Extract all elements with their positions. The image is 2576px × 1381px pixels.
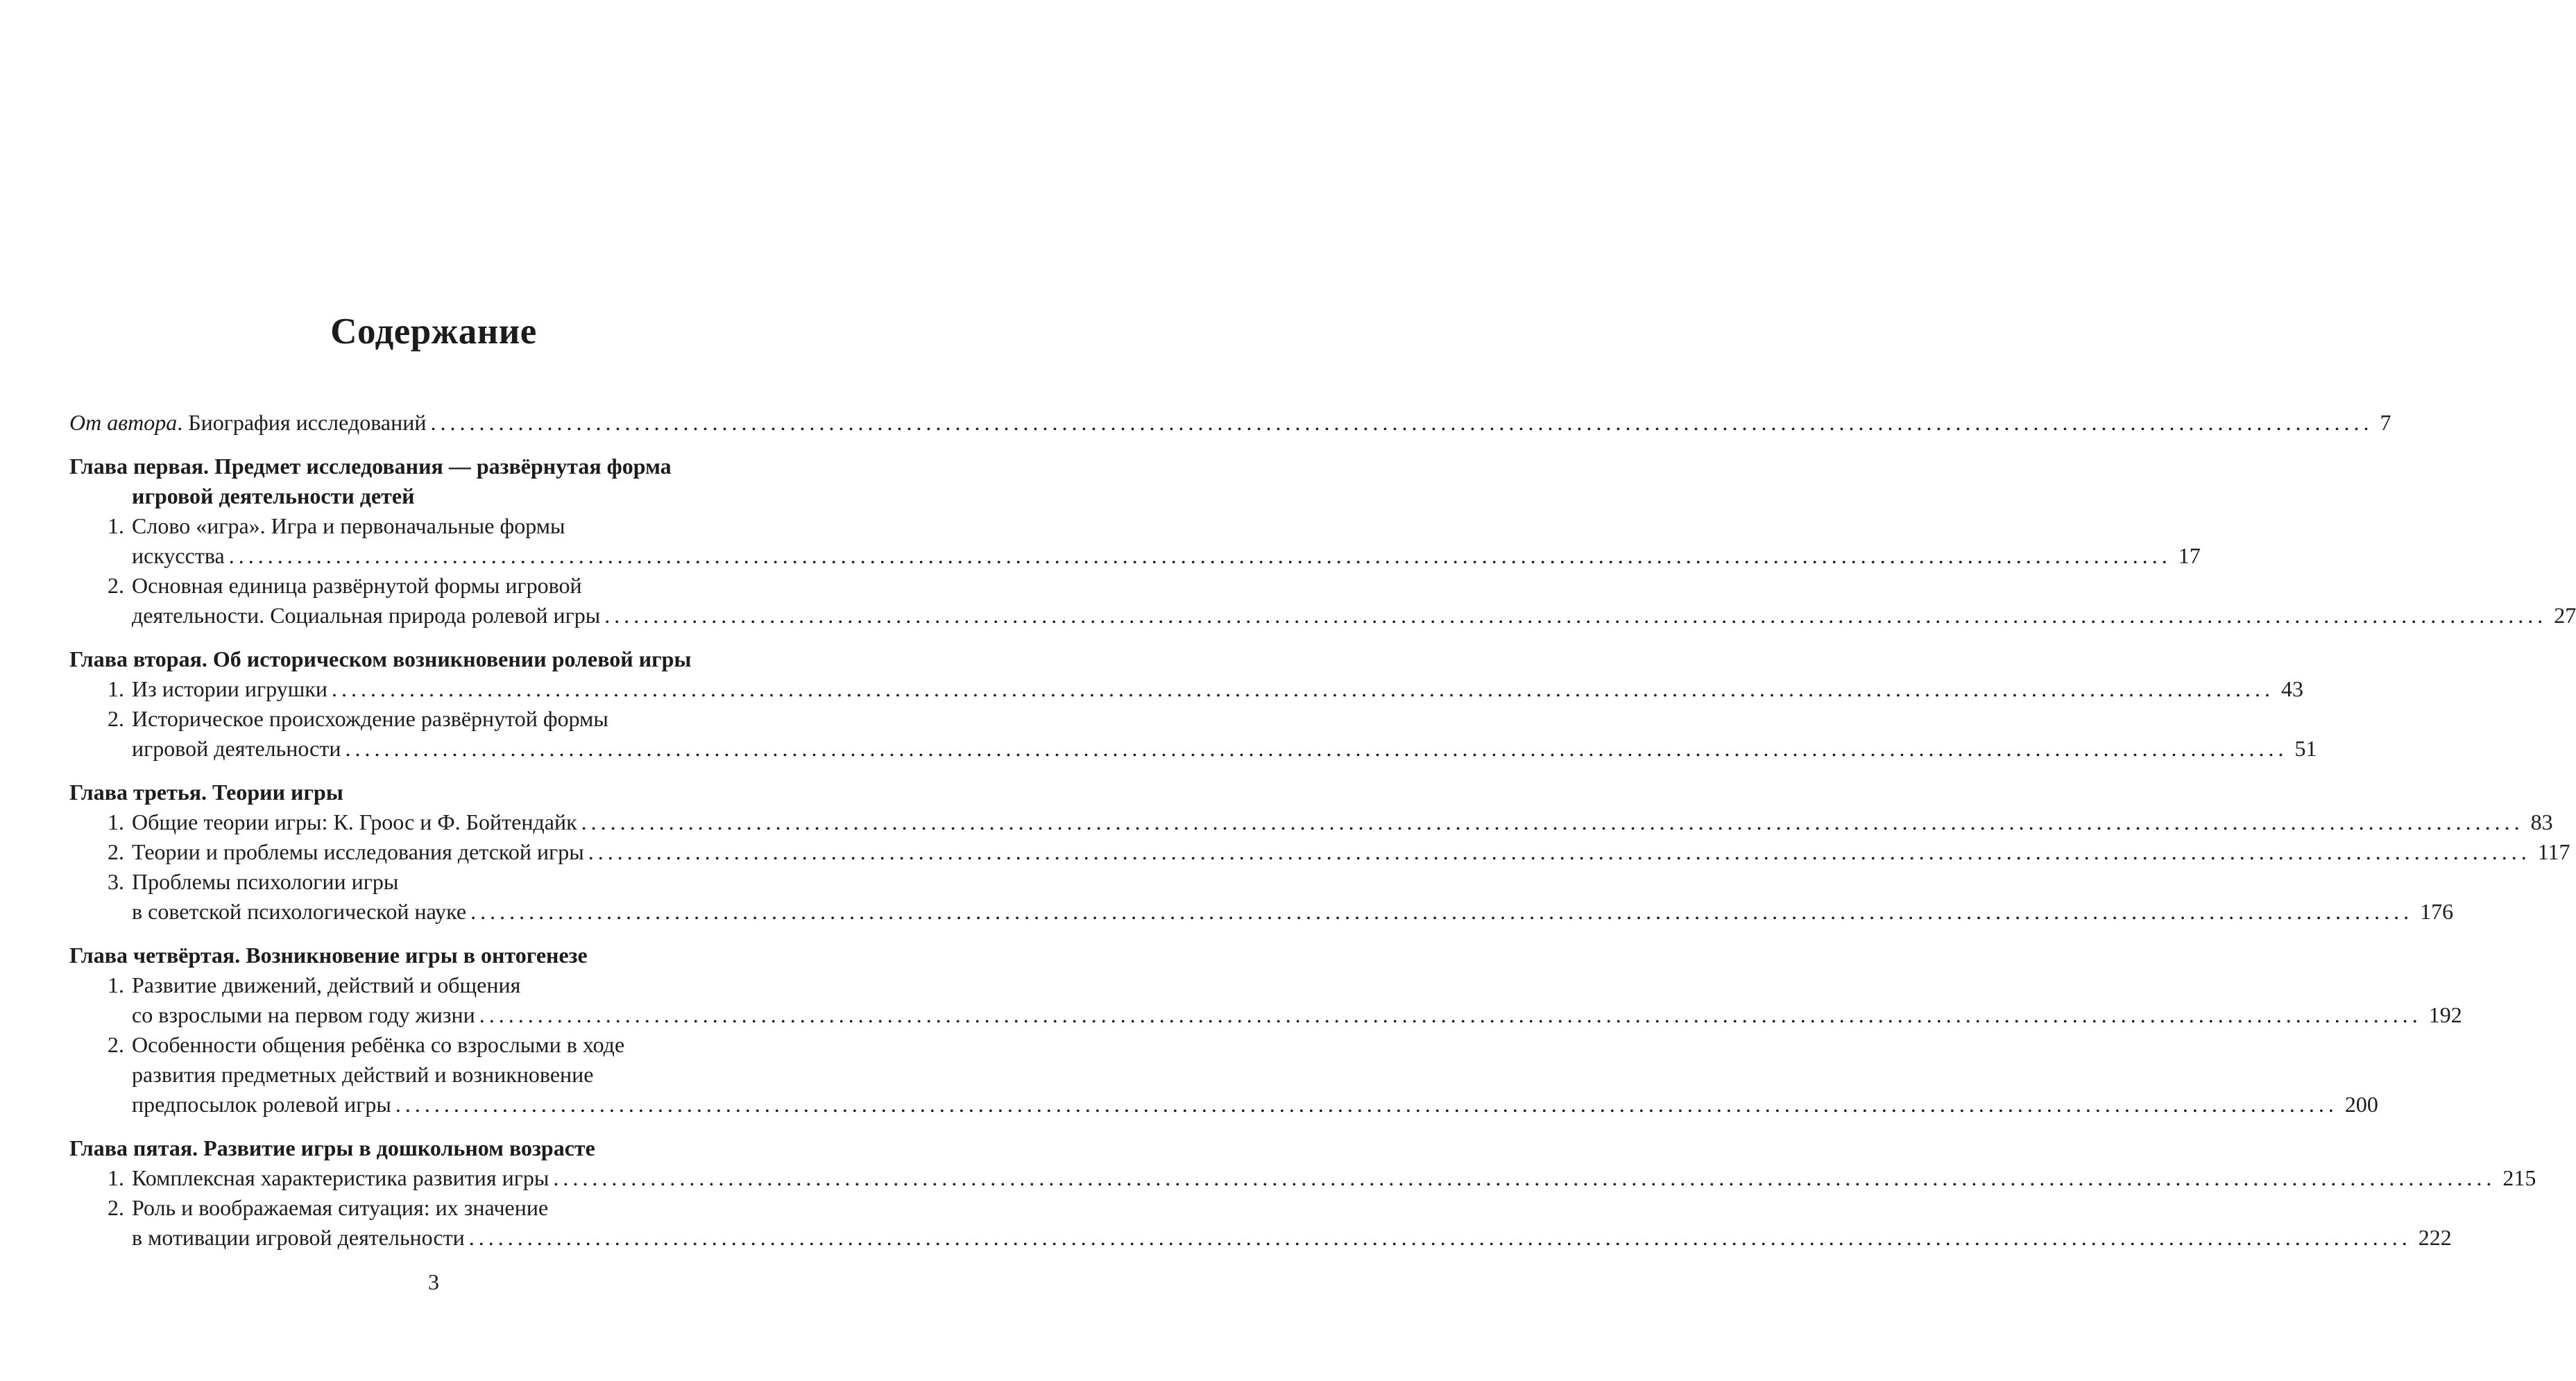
toc-entry [132, 601, 2576, 631]
toc-entry [132, 734, 2317, 764]
intro-rest: . Биография исследований [177, 410, 427, 435]
dot-leader: ........................................................................................................................................................................................................ [604, 603, 2548, 628]
dot-leader: ........................................................................................................................................................................................................ [468, 1225, 2412, 1250]
section-text-line: Общие теории игры: К. Гроос и Ф. Бойтендайк [132, 809, 577, 834]
page-number: 3 [428, 1269, 439, 1294]
section-number: 2. [108, 1195, 124, 1220]
toc-page-number: 192 [2428, 1002, 2462, 1027]
chapter-heading[interactable] [69, 778, 762, 807]
toc-entry-text [69, 408, 426, 438]
section-text-line: Теории и проблемы исследования детской игры [132, 839, 584, 864]
chapter-heading[interactable] [69, 941, 762, 970]
chapter-heading-line: Глава третья. Теории игры [69, 780, 343, 805]
chapter-block [69, 452, 2576, 631]
toc-entry [132, 541, 2201, 571]
toc-page-number: 215 [2502, 1165, 2536, 1190]
toc-entry [132, 1090, 2378, 1120]
toc-page-number: 200 [2344, 1092, 2378, 1117]
toc-page-number: 7 [2380, 410, 2391, 435]
dot-leader: ........................................................................................................................................................................................................ [345, 736, 2288, 761]
section-number: 1. [108, 513, 124, 538]
dot-leader: ........................................................................................................................................................................................................ [395, 1092, 2338, 1117]
dot-leader: ........................................................................................................................................................................................................ [470, 899, 2414, 924]
section-number: 1. [108, 972, 124, 997]
section-text-line: со взрослыми на первом году жизни [132, 1002, 475, 1027]
toc-page-number: 117 [2537, 839, 2570, 864]
section-text-line: предпосылок ролевой игры [132, 1092, 391, 1117]
dot-leader: ........................................................................................................................................................................................................ [581, 809, 2524, 834]
toc-entry [132, 674, 2304, 704]
toc-entry [132, 1163, 2536, 1193]
toc-page-number: 51 [2294, 736, 2317, 761]
toc-section[interactable] [69, 1163, 2536, 1193]
toc-page-number: 27 [2554, 603, 2576, 628]
toc-section[interactable] [69, 571, 2576, 631]
section-text-line: Развитие движений, действий и общения [132, 972, 521, 997]
toc-entry [132, 837, 2570, 867]
section-text-line: в мотивации игровой деятельности [132, 1225, 465, 1250]
toc-section[interactable] [69, 704, 2317, 764]
section-number: 2. [108, 839, 124, 864]
section-text-line: Слово «игра». Игра и первоначальные формы [132, 513, 565, 538]
section-text-line: в советской психологической науке [132, 899, 467, 924]
dot-leader: ........................................................................................................................................................................................................ [588, 839, 2531, 864]
section-text-line: Комплексная характеристика развития игры [132, 1165, 549, 1190]
chapter-heading-line: игровой деятельности детей [132, 483, 415, 508]
section-number: 1. [108, 1165, 124, 1190]
dot-leader: ........................................................................................................................................................................................................ [553, 1165, 2496, 1190]
dot-leader: ........................................................................................................................................................................................................ [228, 543, 2172, 568]
intro-lead: От автора [69, 410, 178, 435]
toc-entry [132, 897, 2454, 927]
toc-section[interactable] [69, 674, 2304, 704]
chapter-heading-line: Глава первая. Предмет исследования — развёрнутая форма [69, 454, 672, 479]
toc-page-number: 17 [2178, 543, 2201, 568]
section-text-line: Из истории игрушки [132, 676, 328, 701]
dot-leader: ........................................................................................................................................................................................................ [479, 1002, 2422, 1027]
section-text-line: Особенности общения ребёнка со взрослыми в ходе [132, 1032, 625, 1057]
section-number: 3. [108, 869, 124, 894]
toc-section[interactable] [69, 970, 2462, 1030]
toc-section[interactable] [69, 1030, 2378, 1120]
chapter-heading[interactable] [69, 644, 762, 674]
chapter-block [69, 941, 2462, 1120]
toc-section[interactable] [69, 511, 2201, 571]
section-number: 2. [108, 706, 124, 731]
toc-section[interactable] [69, 867, 2454, 927]
toc-page-number: 43 [2281, 676, 2304, 701]
toc-entry [132, 1000, 2462, 1030]
toc-section[interactable] [69, 837, 2570, 867]
chapter-list [69, 452, 2576, 1253]
section-number: 2. [108, 573, 124, 598]
chapter-heading-line: Глава вторая. Об историческом возникновении ролевой игры [69, 646, 692, 671]
section-text-line: Основная единица развёрнутой формы игровой [132, 573, 582, 598]
page-title: Содержание [330, 311, 537, 352]
section-text-line: Проблемы психологии игры [132, 869, 399, 894]
toc-page-number: 222 [2418, 1225, 2452, 1250]
toc-page-number: 83 [2530, 809, 2553, 834]
chapter-heading[interactable] [69, 1133, 762, 1163]
section-text-line: искусства [132, 543, 225, 568]
section-text-line: Историческое происхождение развёрнутой формы [132, 706, 608, 731]
dot-leader: ........................................................................................................................................................................................................ [332, 676, 2275, 701]
toc-entry [132, 807, 2553, 837]
section-number: 2. [108, 1032, 124, 1057]
section-text-line: игровой деятельности [132, 736, 341, 761]
section-text-line: Роль и воображаемая ситуация: их значение [132, 1195, 549, 1220]
chapter-heading-line: Глава пятая. Развитие игры в дошкольном возрасте [69, 1135, 595, 1160]
toc-page-number: 176 [2420, 899, 2454, 924]
section-number: 1. [108, 809, 124, 834]
chapter-block [69, 1133, 2536, 1253]
toc-section[interactable] [69, 1193, 2452, 1253]
table-of-contents [69, 408, 2576, 1253]
toc-section[interactable] [69, 807, 2553, 837]
chapter-block [69, 644, 2317, 764]
chapter-block [69, 778, 2570, 927]
chapter-heading[interactable] [69, 452, 762, 511]
chapter-heading-line: Глава четвёртая. Возникновение игры в онтогенезе [69, 943, 588, 968]
toc-entry [132, 1223, 2452, 1253]
dot-leader: ........................................................................................................................................................................................................ [430, 410, 2373, 435]
section-number: 1. [108, 676, 124, 701]
section-text-line: деятельности. Социальная природа ролевой игры [132, 603, 601, 628]
toc-entry-intro[interactable] [69, 408, 2391, 438]
section-text-line: развития предметных действий и возникновение [132, 1062, 594, 1087]
